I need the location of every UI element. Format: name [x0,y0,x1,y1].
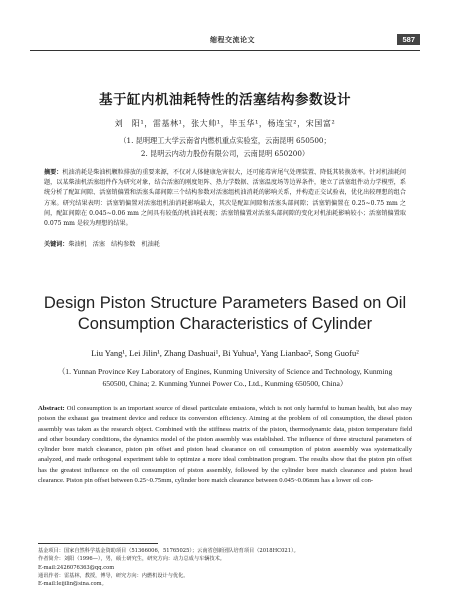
footnote-corresponding-email: E-mail:leijilin@sina.com。 [38,581,107,588]
english-affiliation-line-1: （1. Yunnan Province Key Laboratory of Engines, Kunming University of Science and Technology, Kunming [57,367,393,376]
english-authors: Liu Yang¹, Lei Jilin¹, Zhang Dashuai¹, Bi Yuhua¹, Yang Lianbao², Song Guofu² [91,348,359,358]
page-number: 587 [397,34,420,45]
footnote-author-email: E-mail:2426076363@qq.com [38,564,115,571]
footnote-divider [38,543,158,544]
journal-section-label: 缩程交流论文 [210,35,255,44]
chinese-keywords [44,239,406,248]
chinese-abstract-text: 机油消耗是柴油机颗粒排放的重要来源，不仅对人体健康危害很大，还可能毒害尾气处理装置、降低其转换效率。针对机油耗问题，以某柴油机活塞组件作为研究对象，结合活塞的刚度矩阵、热力学数据、活塞温度场等边界条件，建立了活塞组件动力学模型，系统分析了配缸间隙、活塞销偏置和活塞头部间隙三个结构参数对活塞组机油消耗的影响关系，并构造正交试验表，优化出较理想的组合方案。研究结果表明：活塞销偏置对活塞组机油消耗影响最大，其次是配缸间隙和活塞头部间隙；活塞销偏置在 0.25~0.75 mm 之间，配缸间隙在 0.045~0.06 mm 之间具有较低的机油耗表现；活塞销偏置对活塞头部间隙的变化对机油耗影响较小；活塞销偏置取 0.075 mm 是较为理想的结果。 [44,169,407,228]
page-header [30,34,420,48]
chinese-authors: 刘 阳¹，雷基林¹，张大帅¹，毕玉华¹，杨连宝²，宋国富² [114,119,336,128]
chinese-title: 基于缸内机油耗特性的活塞结构参数设计 [99,92,351,108]
chinese-keywords-label: 关键词： [44,241,69,248]
chinese-abstract-label: 摘要： [44,169,63,176]
header-divider [30,50,420,51]
footnotes [38,547,418,588]
footnote-corresponding-author: 通讯作者：雷基林，教授，博导，研究方向：内燃机设计与优化。 [38,572,189,579]
english-title: Design Piston Structure Parameters Based on Oil Consumption Characteristics of Cylinder [43,294,407,333]
footnote-author-bio: 作者简介：刘阳（1996—），男，硕士研究生，研究方向：动力总成与车辆技术。 [38,556,225,563]
english-affiliation-line-2: 650500, China; 2. Kunming Yunnei Power Co., Ltd., Kunming 650500, China） [102,379,348,388]
english-abstract-text: Oil consumption is an important source of diesel particulate emissions, which is not only harmful to human health, but also may poison the exhaust gas treatment device and reduce its conversion efficiency. Aiming at the problem of oil consumption, the diesel piston assembly was taken as the research object. Combined with the stiffness matrix of the piston, thermodynamic data, piston temperature field and other boundary conditions, the dynamics model of the piston assembly was established. The influence of three structural parameters of cylinder bore match clearance, piston pin offset and piston head clearance on oil consumption of piston assembly was systematically analyzed, and made orthogonal experiment table to optimize a more ideal combination program. The results show that the piston pin offset has the greatest influence on the oil consumption of piston assembly, followed by the cylinder bore match clearance and piston head clearance. Piston pin offset between 0.25~0.75mm, cylinder bore match clearance between 0.045~0.06mm has a lower oil con- [38,405,412,485]
english-abstract [38,404,412,486]
english-abstract-label: Abstract: [38,405,65,412]
chinese-keywords-text: 柴油机 活塞 结构参数 机油耗 [68,241,160,248]
chinese-abstract [44,168,406,229]
chinese-affiliation-2: 2. 昆明云内动力股份有限公司，云南昆明 650200） [140,149,310,158]
footnote-funding: 基金项目：国家自然科学基金资助项目（51366006，51765025）；云南省创新团队培育项目（2018HC021）。 [38,548,299,554]
english-affiliations [56,366,394,390]
chinese-affiliation-1: （1. 昆明理工大学云南省内燃机重点实验室，云南昆明 650500； [119,136,331,145]
